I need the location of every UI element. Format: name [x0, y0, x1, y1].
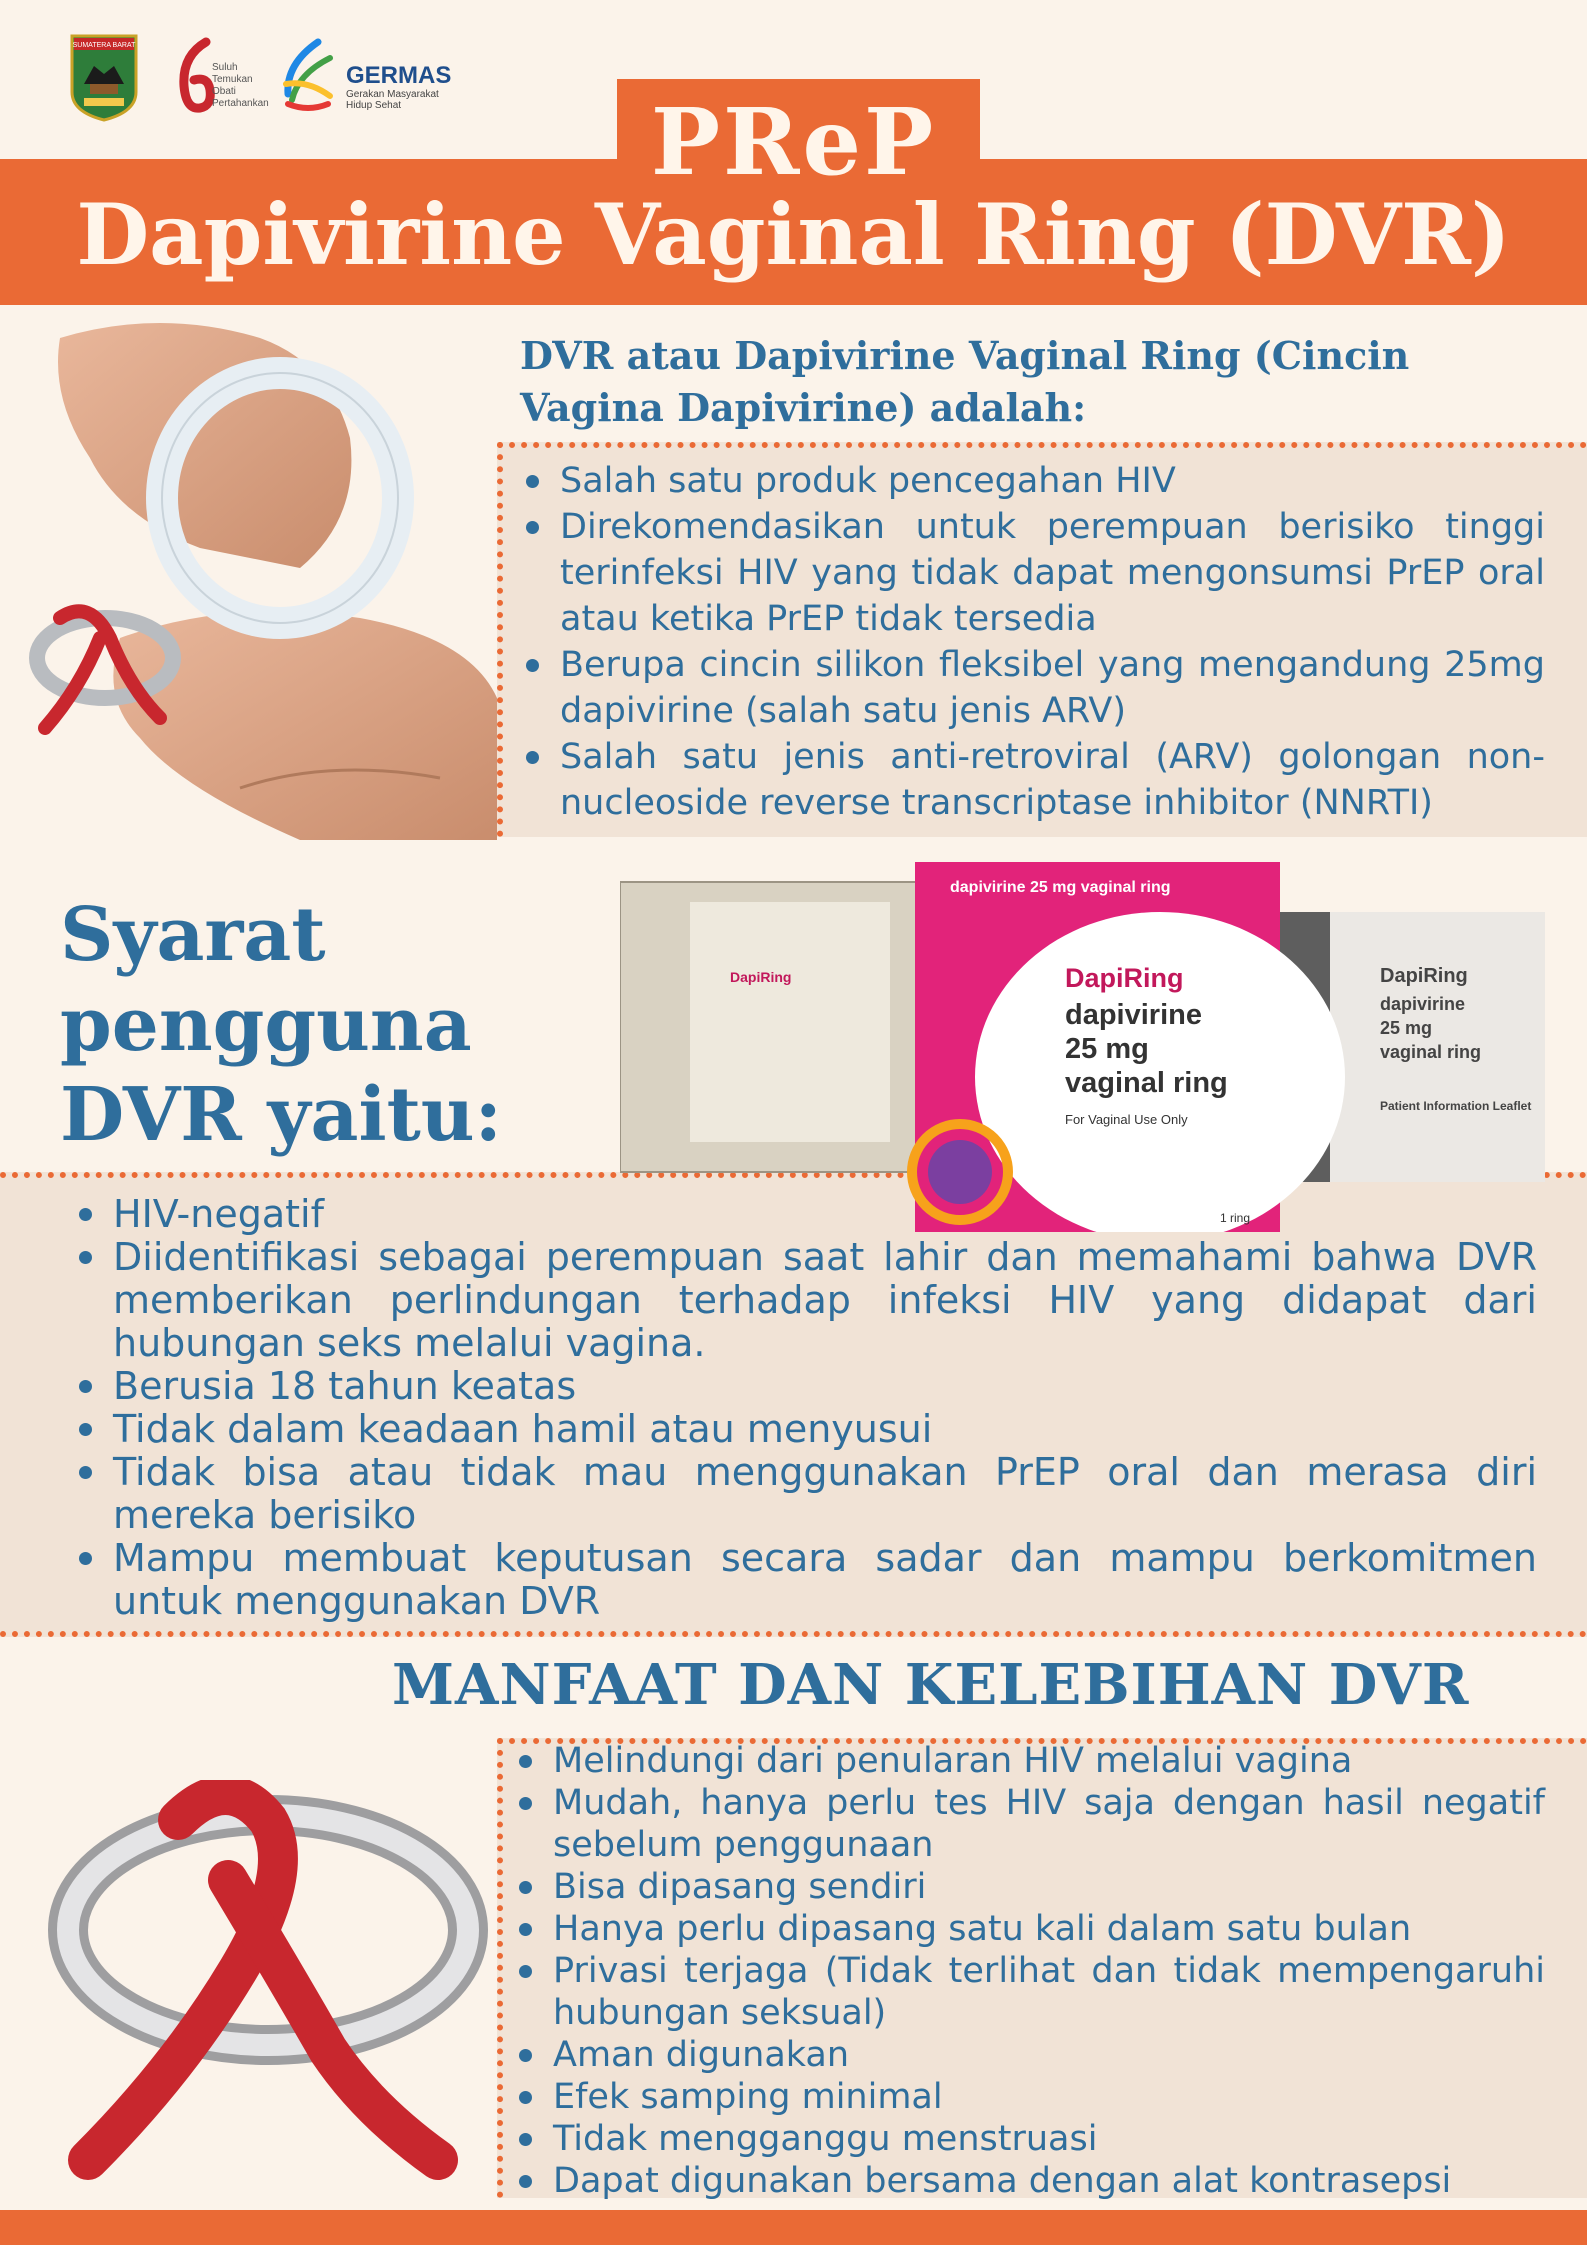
svg-text:DapiRing: DapiRing: [730, 969, 792, 985]
requirements-list: [75, 1193, 1537, 1623]
title-prep: PReP: [650, 88, 937, 196]
list-item: Tidak dalam keadaan hamil atau menyusui: [75, 1408, 1537, 1451]
list-item: Hanya perlu dipasang satu kali dalam satu bulan: [515, 1908, 1545, 1950]
svg-text:25 mg: 25 mg: [1380, 1018, 1433, 1038]
list-item: Berupa cincin silikon fleksibel yang mengandung 25mg dapivirine (salah satu jenis ARV): [522, 642, 1545, 734]
list-item: Aman digunakan: [515, 2034, 1545, 2076]
svg-text:SUMATERA BARAT: SUMATERA BARAT: [72, 42, 136, 49]
germas-subtitle: Hidup Sehat: [346, 100, 402, 111]
hands-holding-ring-photo: [0, 318, 497, 840]
dapiring-product-photo: [620, 862, 1545, 1232]
definition-list: [522, 458, 1545, 826]
list-item: Efek samping minimal: [515, 2076, 1545, 2118]
stop-line: Temukan: [212, 74, 253, 85]
list-item: Tidak mengganggu menstruasi: [515, 2118, 1545, 2160]
list-item: Mudah, hanya perlu tes HIV saja dengan hasil negatif sebelum penggunaan: [515, 1782, 1545, 1866]
stop-line: Suluh: [212, 62, 238, 73]
list-item: Privasi terjaga (Tidak terlihat dan tidak mempengaruhi hubungan seksual): [515, 1950, 1545, 2034]
svg-text:dapivirine: dapivirine: [1380, 994, 1466, 1014]
svg-text:25 mg: 25 mg: [1065, 1033, 1149, 1065]
benefits-list: [515, 1740, 1545, 2202]
page-title: Dapivirine Vaginal Ring (DVR): [76, 185, 1511, 284]
footer-bar: [0, 2210, 1587, 2245]
svg-text:dapivirine: dapivirine: [1065, 999, 1202, 1031]
list-item: Direkomendasikan untuk perempuan berisiko tinggi terinfeksi HIV yang tidak dapat mengonsumsi PrEP oral atau ketika PrEP tidak tersedia: [522, 504, 1545, 642]
requirements-heading: Syarat pengguna DVR yaitu:: [60, 892, 502, 1158]
list-item: Salah satu produk pencegahan HIV: [522, 458, 1545, 504]
list-item: Berusia 18 tahun keatas: [75, 1365, 1537, 1408]
list-item: HIV-negatif: [75, 1193, 1537, 1236]
list-item: Bisa dipasang sendiri: [515, 1866, 1545, 1908]
definition-heading: DVR atau Dapivirine Vaginal Ring (Cincin Vagina Dapivirine) adalah:: [520, 333, 1410, 430]
svg-text:DapiRing: DapiRing: [1380, 965, 1468, 987]
benefits-heading: MANFAAT DAN KELEBIHAN DVR: [392, 1652, 1470, 1718]
svg-text:vaginal ring: vaginal ring: [1380, 1042, 1482, 1062]
list-item: Salah satu jenis anti-retroviral (ARV) golongan non-nucleoside reverse transcriptase inhibitor (NNRTI): [522, 734, 1545, 826]
stop-line: Pertahankan: [212, 98, 269, 109]
svg-text:For Vaginal Use Only: For Vaginal Use Only: [1065, 1112, 1188, 1127]
stop-line: Obati: [212, 86, 236, 97]
list-item: Diidentifikasi sebagai perempuan saat lahir dan memahami bahwa DVR memberikan perlindungan terhadap infeksi HIV yang didapat dari hubungan seks melalui vagina.: [75, 1236, 1537, 1365]
list-item: Mampu membuat keputusan secara sadar dan mampu berkomitmen untuk menggunakan DVR: [75, 1537, 1537, 1623]
svg-text:Patient Information Leaflet: Patient Information Leaflet: [1380, 1099, 1532, 1113]
list-item: Dapat digunakan bersama dengan alat kontrasepsi: [515, 2160, 1545, 2202]
germas-subtitle: Gerakan Masyarakat: [346, 89, 439, 100]
svg-text:1 ring: 1 ring: [1220, 1211, 1251, 1225]
list-item: Tidak bisa atau tidak mau menggunakan PrEP oral dan merasa diri mereka berisiko: [75, 1451, 1537, 1537]
svg-text:dapivirine 25 mg vaginal ring: dapivirine 25 mg vaginal ring: [950, 879, 1171, 896]
red-ribbon-ring-illustration: [28, 1780, 493, 2205]
list-item: Melindungi dari penularan HIV melalui vagina: [515, 1740, 1545, 1782]
svg-text:vaginal ring: vaginal ring: [1065, 1067, 1228, 1099]
germas-name: GERMAS: [346, 62, 452, 89]
svg-text:DapiRing: DapiRing: [1065, 963, 1184, 993]
